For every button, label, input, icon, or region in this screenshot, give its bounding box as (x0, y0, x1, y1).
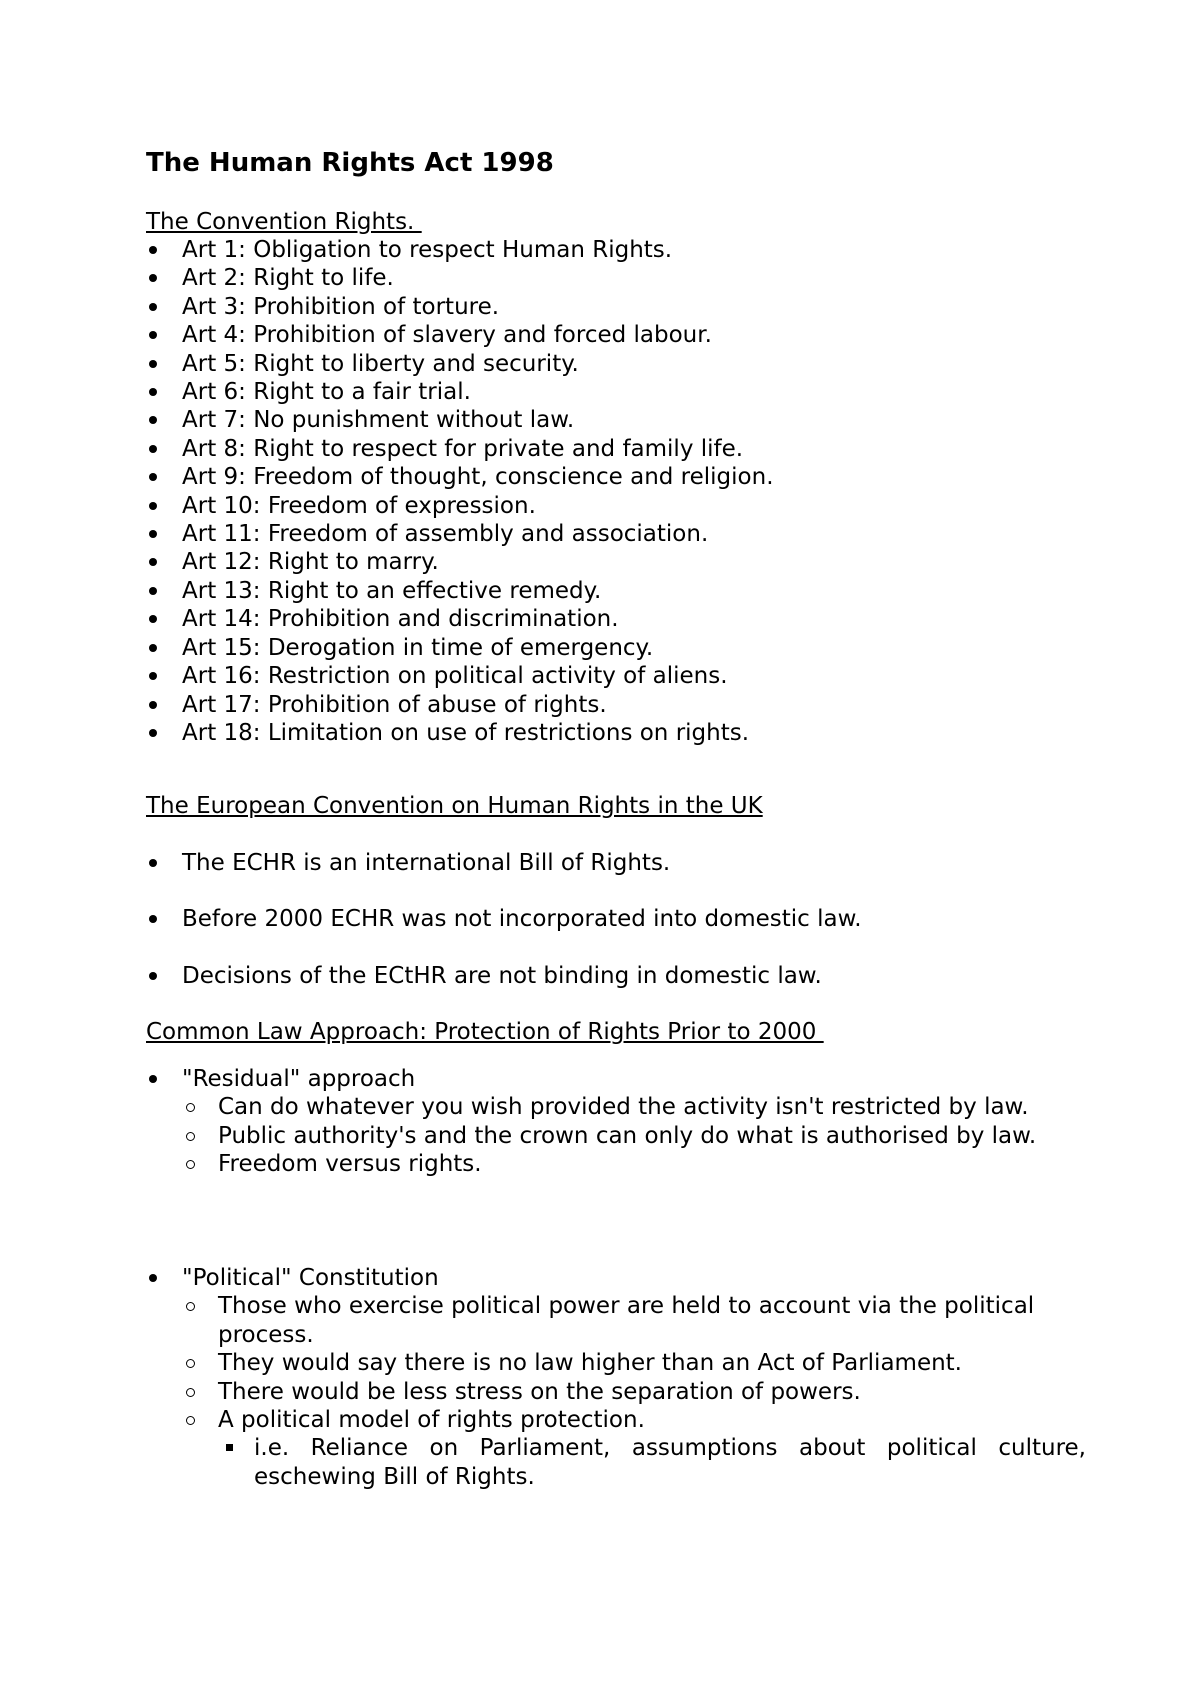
sub-list-item: There would be less stress on the separation of powers. (146, 1378, 1086, 1406)
list-item: The ECHR is an international Bill of Rights. (146, 849, 1086, 877)
political-constitution-list (146, 1264, 1086, 1491)
list-item: Art 4: Prohibition of slavery and forced labour. (146, 321, 1086, 349)
residual-approach-list (146, 1065, 1086, 1179)
sub-list-item: Those who exercise political power are held to account via the political process. (146, 1292, 1086, 1349)
list-item: Art 2: Right to life. (146, 264, 1086, 292)
list-item: Decisions of the ECtHR are not binding in domestic law. (146, 962, 1086, 990)
list-item: Art 7: No punishment without law. (146, 406, 1086, 434)
list-item: Art 18: Limitation on use of restrictions on rights. (146, 719, 1086, 747)
political-constitution-label: "Political" Constitution (182, 1265, 439, 1291)
list-item: Art 16: Restriction on political activity of aliens. (146, 662, 1086, 690)
echr-uk-list (146, 849, 1086, 1018)
residual-approach-label: "Residual" approach (182, 1066, 416, 1092)
list-item-political-constitution (146, 1264, 1086, 1491)
list-item: Art 17: Prohibition of abuse of rights. (146, 691, 1086, 719)
political-constitution-sublist (182, 1292, 1086, 1491)
list-item: Before 2000 ECHR was not incorporated into domestic law. (146, 905, 1086, 933)
document-title: The Human Rights Act 1998 (146, 148, 554, 178)
list-item: Art 9: Freedom of thought, conscience and religion. (146, 463, 1086, 491)
sub-list-item-text: A political model of rights protection. (218, 1407, 645, 1434)
list-item: Art 14: Prohibition and discrimination. (146, 605, 1086, 633)
residual-approach-sublist (182, 1093, 1086, 1178)
sub-list-item-political-model (146, 1406, 1086, 1491)
sub-list-item: Freedom versus rights. (146, 1150, 1086, 1178)
sub-list-item: Public authority's and the crown can only do what is authorised by law. (146, 1122, 1086, 1150)
sub-sub-list-item: i.e. Reliance on Parliament, assumptions about political culture, eschewing Bill of Rights. (146, 1434, 1086, 1491)
list-item: Art 10: Freedom of expression. (146, 492, 1086, 520)
list-item: Art 5: Right to liberty and security. (146, 350, 1086, 378)
list-item-residual-approach (146, 1065, 1086, 1179)
sub-list-item: They would say there is no law higher than an Act of Parliament. (146, 1349, 1086, 1377)
section-heading-common-law: Common Law Approach: Protection of Rights Prior to 2000 (146, 1019, 824, 1045)
list-item: Art 1: Obligation to respect Human Rights. (146, 236, 1086, 264)
list-item: Art 13: Right to an effective remedy. (146, 577, 1086, 605)
list-item: Art 6: Right to a fair trial. (146, 378, 1086, 406)
section-heading-echr-uk: The European Convention on Human Rights in the UK (146, 793, 763, 819)
list-item: Art 12: Right to marry. (146, 548, 1086, 576)
list-item: Art 15: Derogation in time of emergency. (146, 634, 1086, 662)
political-model-sublist (218, 1434, 1086, 1491)
list-item: Art 11: Freedom of assembly and association. (146, 520, 1086, 548)
list-item: Art 3: Prohibition of torture. (146, 293, 1086, 321)
sub-list-item: Can do whatever you wish provided the activity isn't restricted by law. (146, 1093, 1086, 1121)
convention-rights-list (146, 236, 1086, 747)
list-item: Art 8: Right to respect for private and family life. (146, 435, 1086, 463)
section-heading-convention-rights: The Convention Rights. (146, 209, 422, 235)
